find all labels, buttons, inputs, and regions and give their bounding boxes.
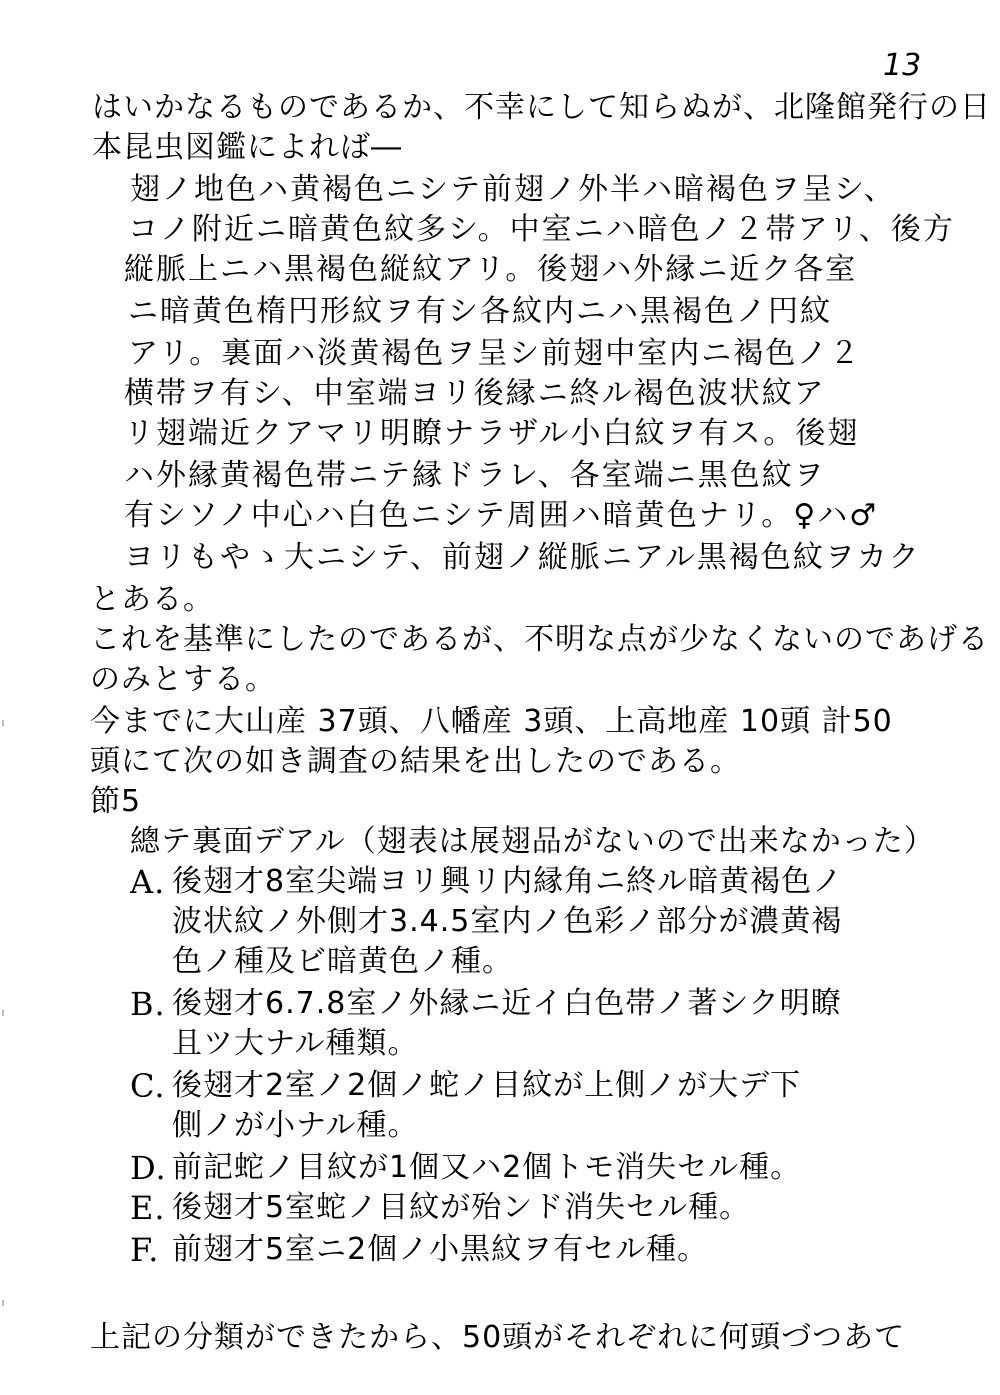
closing-line: 上記の分類ができたから、50頭がそれぞれに何頭づつあて (90, 1320, 906, 1355)
item-c-line: 後翅才2室ノ2個ノ蛇ノ目紋が上側ノが大デ下 (172, 1068, 802, 1103)
body-line: とある。 (90, 582, 214, 617)
body-line: のみとする。 (90, 662, 276, 697)
scan-speck (2, 1010, 4, 1016)
item-letter-f: F. (130, 1231, 160, 1269)
intro-line: 本昆虫図鑑によれば― (92, 130, 402, 165)
body-line: 今までに大山産 37頭、八幡産 3頭、上高地産 10頭 計50 (90, 704, 893, 739)
item-letter-d: D. (130, 1149, 167, 1187)
quote-line: 有シソノ中心ハ白色ニシテ周囲ハ暗黄色ナリ。♀ハ♂ (124, 498, 879, 533)
note-line: 總テ裏面デアル（翅表は展翅品がないので出来なかった） (130, 824, 935, 859)
intro-line: はいかなるものであるか、不幸にして知らぬが、北隆館発行の日 (92, 90, 991, 125)
quote-line: アリ。裏面ハ淡黄褐色ヲ呈シ前翅中室内ニ褐色ノ２ (128, 336, 862, 371)
section-label: 節5 (90, 784, 142, 819)
item-b-line: 後翅才6.7.8室ノ外縁ニ近イ白色帯ノ著シク明瞭 (172, 986, 842, 1021)
item-c-line: 側ノが小ナル種。 (172, 1108, 419, 1143)
item-letter-c: C. (130, 1067, 166, 1105)
quote-line: 横帯ヲ有シ、中室端ヨリ後縁ニ終ル褐色波状紋ア (124, 376, 826, 411)
item-b-line: 且ツ大ナル種類。 (172, 1026, 419, 1061)
item-e-line: 後翅才5室蛇ノ目紋が殆ンド消失セル種。 (172, 1190, 751, 1225)
item-letter-e: E. (130, 1189, 166, 1227)
quote-line: ヨリもやゝ大ニシテ、前翅ノ縦脈ニアル黒褐色紋ヲカク (124, 540, 921, 575)
quote-line: リ翅端近クアマリ明瞭ナラザル小白紋ヲ有ス。後翅 (124, 416, 860, 451)
body-line: 頭にて次の如き調査の結果を出したのである。 (90, 744, 741, 779)
item-d-line: 前記蛇ノ目紋が1個又ハ2個トモ消失セル種。 (172, 1150, 802, 1185)
page-number: 13 (883, 48, 922, 83)
quote-line: ハ外縁黄褐色帯ニテ縁ドラレ、各室端ニ黒色紋ヲ (124, 458, 826, 493)
quote-line: 縦脈上ニハ黒褐色縦紋アリ。後翅ハ外縁ニ近ク各室 (124, 252, 858, 287)
item-a-line: 波状紋ノ外側才3.4.5室内ノ色彩ノ部分が濃黄褐 (172, 904, 843, 939)
item-letter-b: B. (130, 985, 166, 1023)
item-f-line: 前翅才5室ニ2個ノ小黒紋ヲ有セル種。 (172, 1232, 709, 1267)
body-line: これを基準にしたのであるが、不明な点が少なくないのであげる (90, 622, 989, 657)
scan-speck (2, 720, 4, 726)
scan-speck (2, 1300, 4, 1306)
quote-line: 翅ノ地色ハ黄褐色ニシテ前翅ノ外半ハ暗褐色ヲ呈シ、 (130, 172, 896, 207)
item-letter-a: A. (130, 863, 166, 901)
item-a-line: 後翅才8室尖端ヨリ興リ内縁角ニ終ル暗黄褐色ノ (172, 864, 844, 899)
quote-line: コノ附近ニ暗黄色紋多シ。中室ニハ暗色ノ２帯アリ、後方 (128, 212, 955, 247)
quote-line: ニ暗黄色楕円形紋ヲ有シ各紋内ニハ黒褐色ノ円紋 (128, 294, 832, 329)
item-a-line: 色ノ種及ビ暗黄色ノ種。 (172, 944, 513, 979)
